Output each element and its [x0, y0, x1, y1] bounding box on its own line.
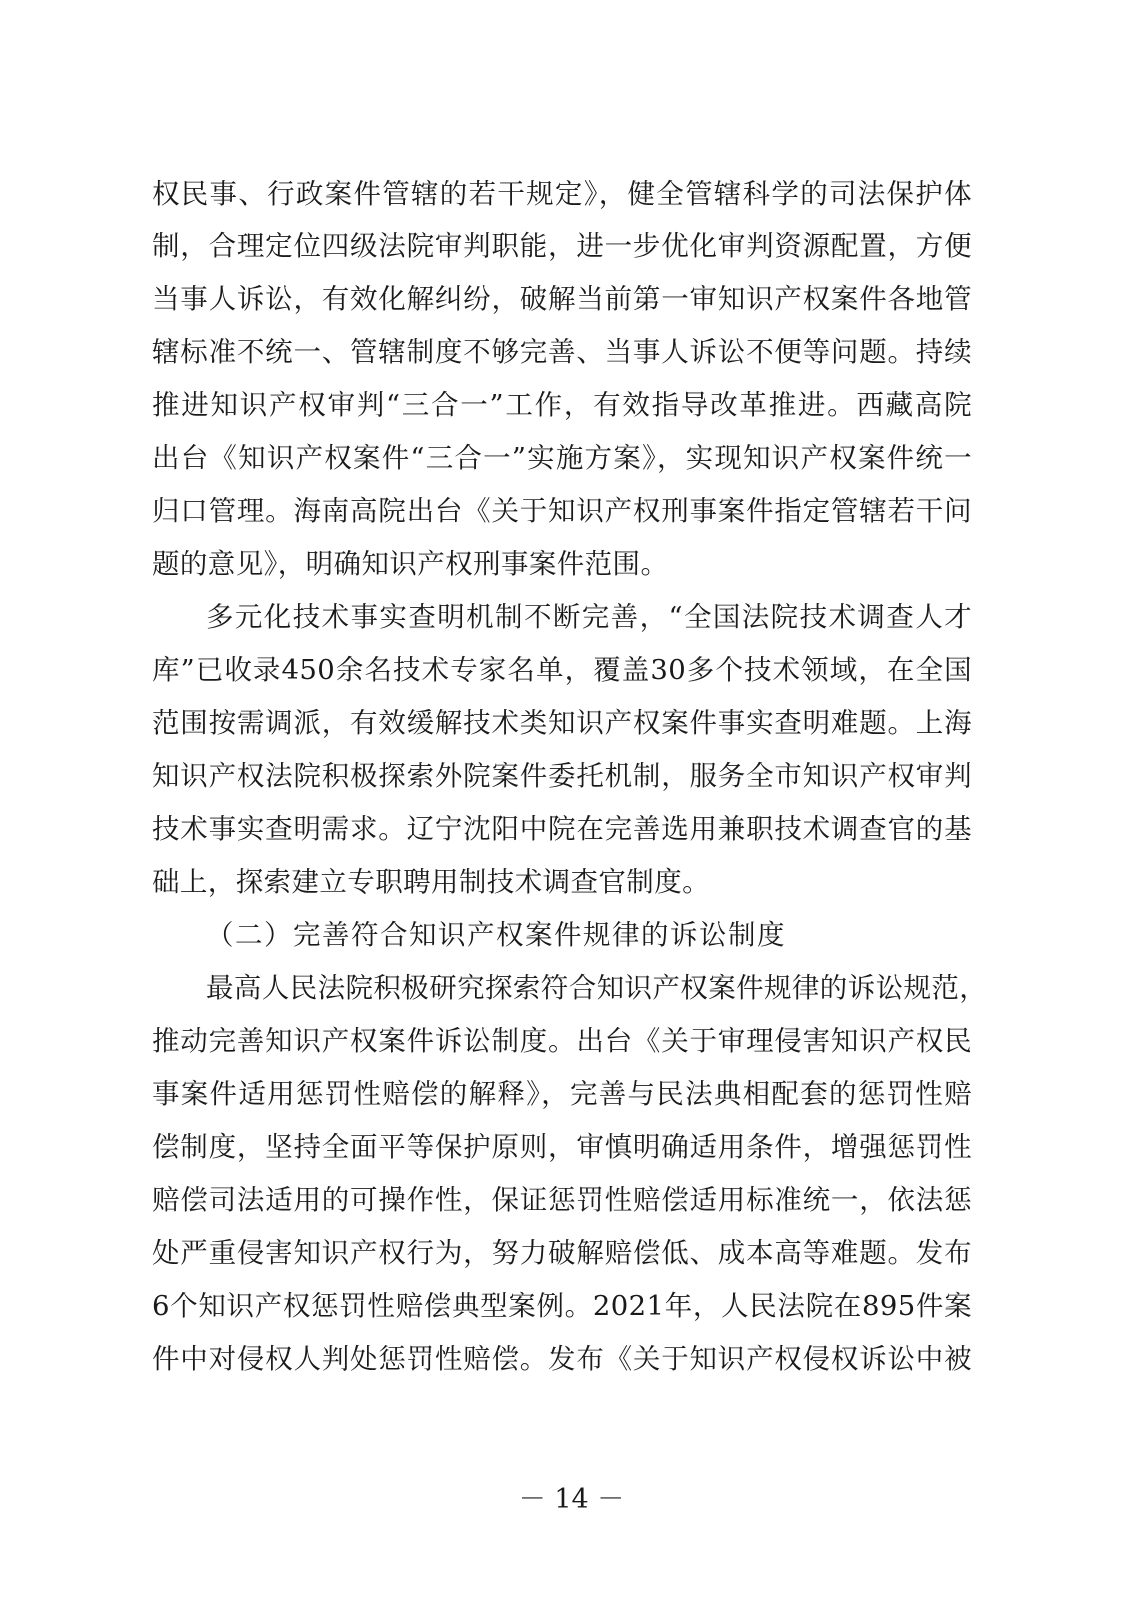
- body-line-3: 当事人诉讼，有效化解纠纷，破解当前第一审知识产权案件各地管: [152, 283, 972, 315]
- body-line-6: 出台《知识产权案件“三合一”实施方案》，实现知识产权案件统一: [152, 442, 972, 474]
- body-line-22: 6个知识产权惩罚性赔偿典型案例。2021年，人民法院在895件案: [152, 1290, 972, 1322]
- body-line-10: 库”已收录450余名技术专家名单，覆盖30多个技术领域，在全国: [152, 654, 972, 686]
- body-line-14: 础上，探索建立专职聘用制技术调查官制度。: [152, 866, 710, 898]
- body-line-21: 处严重侵害知识产权行为，努力破解赔偿低、成本高等难题。发布: [152, 1237, 972, 1269]
- body-line-17: 推动完善知识产权案件诉讼制度。出台《关于审理侵害知识产权民: [152, 1025, 972, 1057]
- body-line-23: 件中对侵权人判处惩罚性赔偿。发布《关于知识产权侵权诉讼中被: [152, 1343, 972, 1375]
- page-number: － 14 －: [518, 1484, 625, 1515]
- body-line-12: 知识产权法院积极探索外院案件委托机制，服务全市知识产权审判: [152, 760, 972, 792]
- body-line-18: 事案件适用惩罚性赔偿的解释》，完善与民法典相配套的惩罚性赔: [152, 1078, 972, 1110]
- body-line-2: 制，合理定位四级法院审判职能，进一步优化审判资源配置，方便: [152, 230, 972, 262]
- body-line-7: 归口管理。海南高院出台《关于知识产权刑事案件指定管辖若干问: [152, 495, 972, 527]
- body-line-13: 技术事实查明需求。辽宁沈阳中院在完善选用兼职技术调查官的基: [152, 813, 972, 845]
- body-line-19: 偿制度，坚持全面平等保护原则，审慎明确适用条件，增强惩罚性: [152, 1131, 972, 1163]
- body-line-9: 多元化技术事实查明机制不断完善，“全国法院技术调查人才: [206, 601, 972, 633]
- body-line-1: 权民事、行政案件管辖的若干规定》，健全管辖科学的司法保护体: [152, 178, 972, 210]
- body-line-5: 推进知识产权审判“三合一”工作，有效指导改革推进。西藏高院: [152, 389, 972, 421]
- body-line-16: 最高人民法院积极研究探索符合知识产权案件规律的诉讼规范，: [206, 972, 988, 1004]
- section-heading: （二）完善符合知识产权案件规律的诉讼制度: [206, 919, 786, 951]
- body-line-20: 赔偿司法适用的可操作性，保证惩罚性赔偿适用标准统一，依法惩: [152, 1184, 972, 1216]
- body-line-8: 题的意见》，明确知识产权刑事案件范围。: [152, 548, 669, 580]
- body-line-4: 辖标准不统一、管辖制度不够完善、当事人诉讼不便等问题。持续: [152, 336, 972, 368]
- body-line-11: 范围按需调派，有效缓解技术类知识产权案件事实查明难题。上海: [152, 707, 972, 739]
